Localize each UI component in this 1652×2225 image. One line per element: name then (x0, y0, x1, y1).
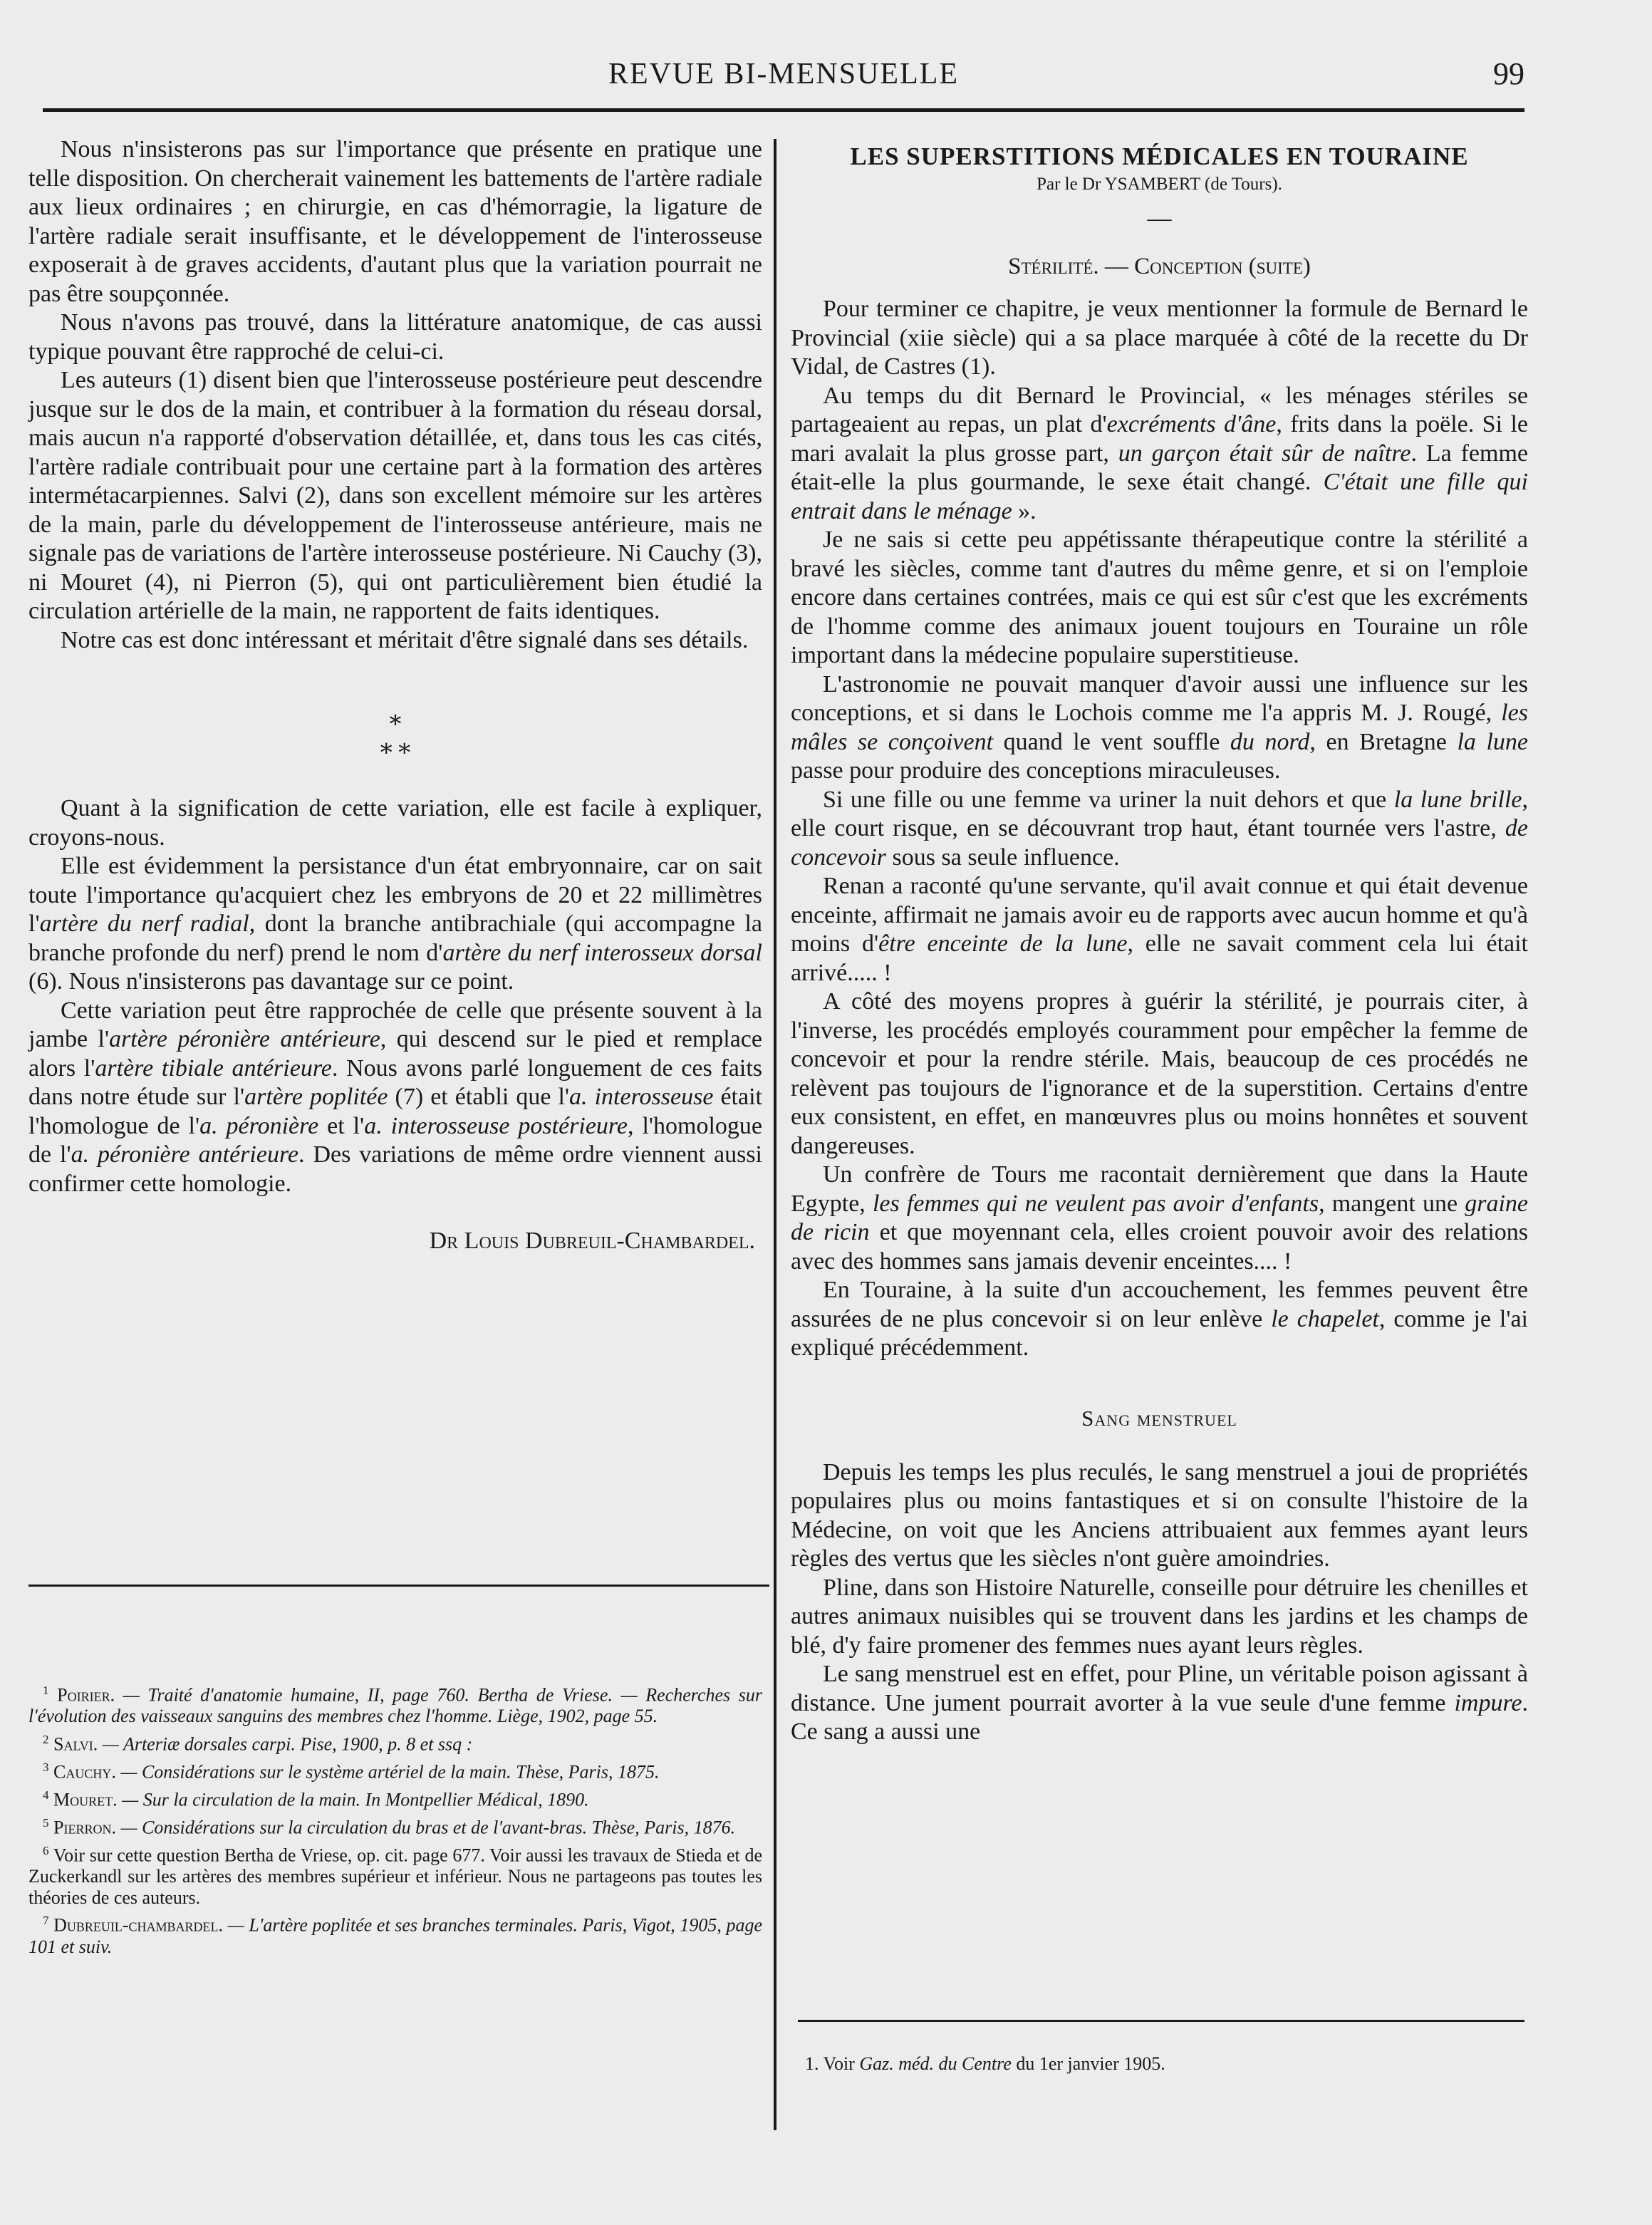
article-title: LES SUPERSTITIONS MÉDICALES EN TOURAINE (850, 142, 1469, 170)
paragraph: Elle est évidemment la persistance d'un état embryonnaire, car on sait toute l'importance qu'acquiert chez les embryons de 20 et 22 millimètres l'artère du nerf radial, dont la branche antibrachiale (qui accompagne la branche profonde du nerf) prend le nom d'artère du nerf interosseux dorsal (6). Nous n'insisterons pas davantage sur ce point. (28, 853, 762, 995)
paragraph: Pline, dans son Histoire Naturelle, conseille pour détruire les chenilles et autres animaux nuisibles qui se trouvent dans les jardins et les champs de blé, d'y faire promener des femmes nues ayant leurs règles. (791, 1574, 1528, 1659)
article-byline: Par le Dr YSAMBERT (de Tours). (1037, 175, 1282, 194)
section-heading: Sang menstruel (1081, 1405, 1237, 1431)
footnote: $^6$ Voir sur cette question Bertha de Vriese, op. cit. page 677. Voir aussi les travaux de Stieda et de Zuckerkandl sur les artères des membres supérieur et inférieur. Nous ne partageons pas toutes les théories de ces auteurs. (28, 1844, 762, 1908)
author-signature: Dr Louis Dubreuil-Chambardel. (429, 1228, 755, 1254)
right-column (791, 135, 1528, 1747)
paragraph: Pour terminer ce chapitre, je veux mentionner la formule de Bernard le Provincial (xiie siècle) qui a sa place marquée à côté de la recette du Dr Vidal, de Castres (1). (791, 296, 1528, 380)
footnote: $^4$ Mouret. — Sur la circulation de la main. In Montpellier Médical, 1890. (43, 1788, 589, 1810)
section-break-asterisks: ⁎ ⁎ ⁎ (380, 704, 411, 759)
journal-title: REVUE BI-MENSUELLE (608, 58, 960, 90)
paragraph: Notre cas est donc intéressant et méritait d'être signalé dans ses détails. (61, 626, 749, 653)
paragraph: Renan a raconté qu'une servante, qu'il avait connue et qui était devenue enceinte, affirmait ne jamais avoir eu de rapports avec aucun homme et qu'à moins d'être enceinte de la lune, elle ne savait comment cela lui était arrivé..... ! (791, 873, 1529, 986)
footnote: $^5$ Pierron. — Considérations sur la circulation du bras et de l'avant-bras. Thèse, Paris, 1876. (43, 1816, 736, 1838)
footnote: $^2$ Salvi. — Arteriæ dorsales carpi. Pise, 1900, p. 8 et ssq : (43, 1732, 473, 1755)
paragraph: Nous n'insisterons pas sur l'importance que présente en pratique une telle disposition. On chercherait vainement les battements de l'artère radiale aux lieux ordinaires ; en chirurgie, en cas d'hémorragie, la ligature de l'artère radiale serait insuffisante, et le développement de l'interosseuse exposerait à de graves accidents, d'autant plus que la variation pourrait ne pas être soupçonnée. (28, 136, 762, 307)
paragraph: L'astronomie ne pouvait manquer d'avoir aussi une influence sur les conceptions, et si dans le Lochois comme me l'a appris M. J. Rougé, les mâles se conçoivent quand le vent souffle du nord, en Bretagne la lune passe pour produire des conceptions miraculeuses. (791, 670, 1529, 784)
paragraph: Nous n'avons pas trouvé, dans la littérature anatomique, de cas aussi typique pouvant être rapproché de celui-ci. (28, 309, 762, 365)
header-rule (43, 108, 1524, 112)
footnote: $^7$ Dubreuil-chambardel. — L'artère poplitée et ses branches terminales. Paris, Vigot, 1905, page 101 et suiv. (28, 1914, 763, 1957)
footnote: 1. Voir Gaz. méd. du Centre du 1er janvier 1905. (805, 2053, 1165, 2074)
paragraph: Depuis les temps les plus reculés, le sang menstruel a joui de propriétés populaires plus ou moins fantastiques et si on consulte l'histoire de la Médecine, on voit que les Anciens attribuaient aux femmes ayant leurs règles des vertus que les siècles n'ont guère amoindries. (791, 1458, 1528, 1572)
paragraph: Un confrère de Tours me racontait dernièrement que dans la Haute Egypte, les femmes qui ne veulent pas avoir d'enfants, mangent une graine de ricin et que moyennant cela, elles croient pouvoir avoir des relations avec des hommes sans jamais devenir enceintes.... ! (791, 1161, 1528, 1275)
paragraph: Quant à la signification de cette variation, elle est facile à expliquer, croyons-nous. (28, 795, 762, 851)
paragraph: Le sang menstruel est en effet, pour Pline, un véritable poison agissant à distance. Une jument pourrait avorter à la vue seule d'une femme impure. Ce sang a aussi une (791, 1661, 1528, 1745)
paragraph: Si une fille ou une femme va uriner la nuit dehors et que la lune brille, elle court risque, en se découvrant trop haut, étant tournée vers l'astre, de concevoir sous sa seule influence. (791, 786, 1528, 871)
paragraph: Je ne sais si cette peu appétissante thérapeutique contre la stérilité a bravé les siècles, comme tant d'autres du même genre, et si on l'emploie encore dans certaines contrées, mais ce qui est sûr c'est que les excréments de l'homme comme des animaux jouent toujours en Touraine un rôle important dans la médecine populaire superstitieuse. (791, 527, 1528, 668)
title-separator: — (1147, 205, 1172, 232)
left-column (28, 135, 762, 1255)
paragraph: Les auteurs (1) disent bien que l'interosseuse postérieure peut descendre jusque sur le dos de la main, et contribuer à la formation du réseau dorsal, mais aucun n'a rapporté d'observation détaillée, et, dans tous les cas cités, l'artère radiale contribuait pour une certaine part à la formation des artères intermétacarpiennes. Salvi (2), dans son excellent mémoire sur les artères de la main, parle du développement de l'interosseuse antérieure, mais ne signale pas de variations de l'artère interosseuse postérieure. Ni Cauchy (3), ni Mouret (4), ni Pierron (5), qui ont particulièrement bien étudié la circulation artérielle de la main, ne rapportent de faits identiques. (28, 367, 762, 624)
footnote-rule (28, 1585, 769, 1587)
paragraph: Au temps du dit Bernard le Provincial, « les ménages stériles se partageaient au repas, un plat d'excréments d'âne, frits dans la poële. Si le mari avalait la plus grosse part, un garçon était sûr de naître. La femme était-elle la plus gourmande, le sexe était changé. C'était une fille qui entrait dans le ménage ». (791, 382, 1529, 524)
footnotes-left (28, 1680, 762, 1959)
page-number: 99 (1493, 56, 1524, 91)
column-divider (774, 139, 776, 2130)
running-header (43, 50, 1524, 107)
footnote: $^1$ Poirier. — Traité d'anatomie humaine, II, page 760. Bertha de Vriese. — Recherches sur l'évolution des vaisseaux sanguins des membres chez l'homme. Liège, 1902, page 55. (28, 1684, 763, 1727)
paragraph: En Touraine, à la suite d'un accouchement, les femmes peuvent être assurées de ne plus concevoir si on leur enlève le chapelet, comme je l'ai expliqué précédemment. (791, 1277, 1529, 1361)
footnotes-right (805, 2053, 1524, 2075)
paragraph: A côté des moyens propres à guérir la stérilité, je pourrais citer, à l'inverse, les procédés employés couramment pour empêcher la femme de concevoir et pour la rendre stérile. Mais, beaucoup de ces procédés ne relèvent pas toujours de l'ignorance et de la superstition. Certains d'entre eux consistent, en effet, en manœuvres plus ou moins honnêtes et souvent dangereuses. (791, 988, 1528, 1159)
footnote-rule (798, 2020, 1524, 2022)
section-heading: Stérilité. — Conception (suite) (1008, 254, 1311, 279)
footnote: $^3$ Cauchy. — Considérations sur le système artériel de la main. Thèse, Paris, 1875. (43, 1760, 660, 1783)
paragraph: Cette variation peut être rapprochée de celle que présente souvent à la jambe l'artère péronière antérieure, qui descend sur le pied et remplace alors l'artère tibiale antérieure. Nous avons parlé longuement de ces faits dans notre étude sur l'artère poplitée (7) et établi que l'a. interosseuse était l'homologue de l'a. péronière et l'a. interosseuse postérieure, l'homologue de l'a. péronière antérieure. Des variations de même ordre viennent aussi confirmer cette homologie. (28, 997, 762, 1197)
